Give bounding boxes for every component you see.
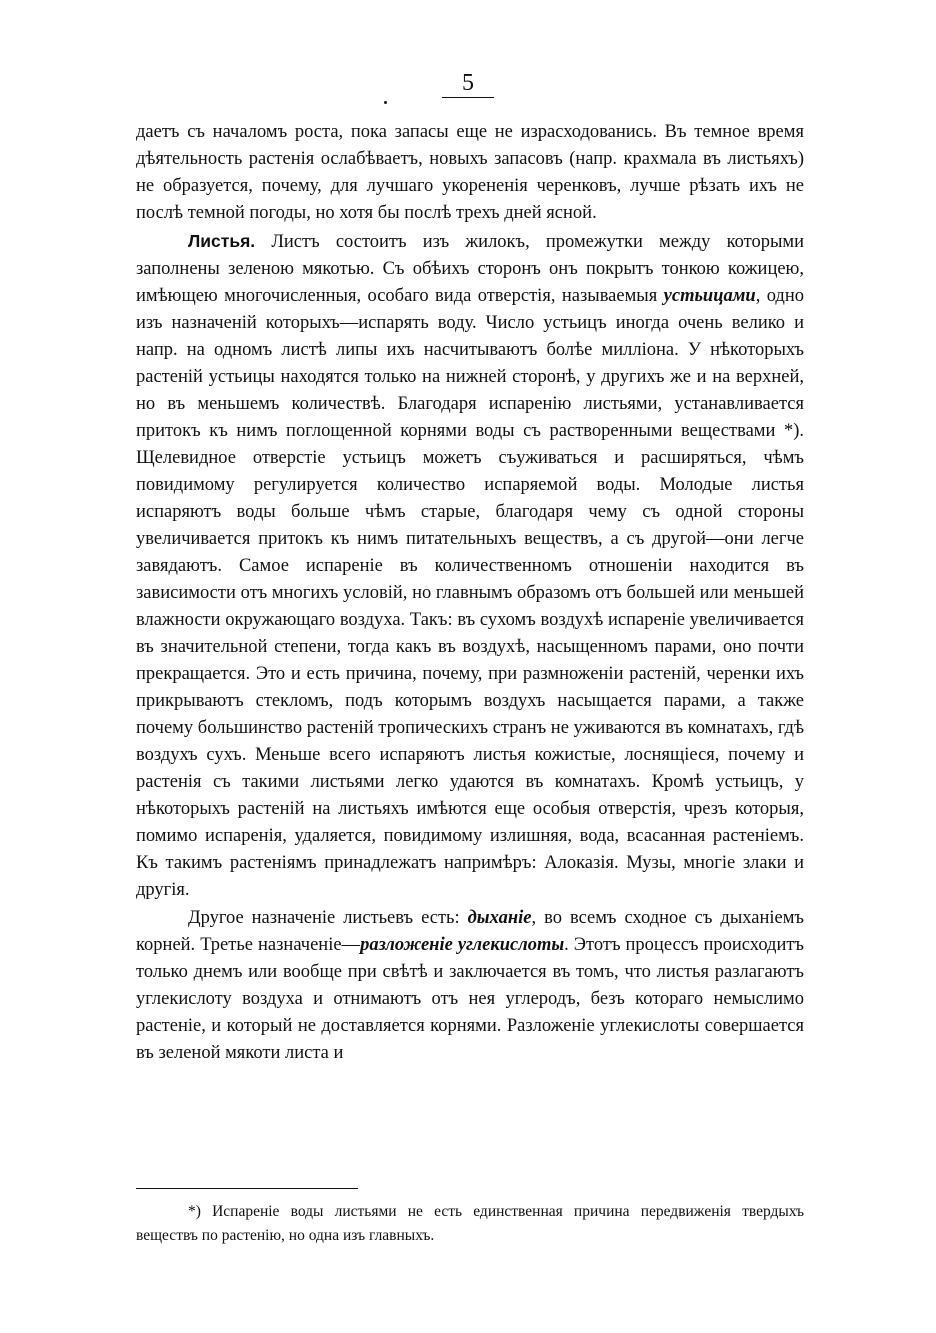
footnote: *) Испареніе воды листьями не есть единственная причина передвиженія твердыхъ веществъ по растенію, но одна изъ главныхъ. xyxy=(136,1203,804,1244)
term-co2-decomposition: разложеніе углекислоты xyxy=(360,935,565,955)
paragraph-roots-growth xyxy=(136,119,804,227)
main-text xyxy=(136,119,804,1067)
page-number-underline xyxy=(442,97,494,98)
text-run: Другое назначеніе листьевъ есть: xyxy=(188,908,468,928)
text-run: даетъ съ началомъ роста, пока запасы еще не израсходованись. Въ темное время дѣятельность растенія ослабѣваетъ, новыхъ запасовъ (напр. крахмала въ листьяхъ) не образуется, почему, для лучшаго укорененія черенковъ, лучше рѣзать ихъ не послѣ темной погоды, но хотя бы послѣ трехъ дней ясной. xyxy=(136,122,804,223)
text-run: Листъ состоитъ изъ жилокъ, промежутки между которыми заполнены зеленою мякотью. Съ обѣихъ сторонъ онъ покрытъ тонкою кожицею, имѣющею многочисленныя, особаго вида отверстія, называемыя xyxy=(136,232,804,306)
term-stomata: устьицами xyxy=(663,286,756,306)
text-run: . Этотъ процессъ происходитъ только днемъ или вообще при свѣтѣ и заключается въ томъ, что листья разлагаютъ углекислоту воздуха и отнимаютъ отъ нея углеродъ, безъ котораго немыслимо растеніе, и который не доставляется корнями. Разложеніе углекислоты совершается въ зеленой мякоти листа и xyxy=(136,935,804,1063)
term-respiration: дыханіе xyxy=(467,908,532,928)
page-number: 5 xyxy=(462,70,474,96)
paragraph-leaves xyxy=(136,228,804,904)
ink-speck xyxy=(384,101,387,104)
footnote-separator xyxy=(136,1188,358,1189)
text-run: , во всемъ сходное съ дыханіемъ корней. Третье назначеніе— xyxy=(136,908,804,955)
paragraph-leaf-functions xyxy=(136,905,804,1067)
section-heading-leaves: Листья. xyxy=(188,231,256,251)
text-run: , одно изъ назначеній которыхъ—испарять воду. Число устьицъ иногда очень велико и напр. на одномъ листѣ липы ихъ насчитываютъ болѣе милліона. У нѣкоторыхъ растеній устьицы находятся только на нижней сторонѣ, у другихъ же и на верхней, но въ меньшемъ количествѣ. Благодаря испаренію листьями, устанавливается притокъ къ нимъ поглощенной корнями воды съ растворенными веществами *). Щелевидное отверстіе устьицъ можетъ съуживаться и расширяться, чѣмъ повидимому регулируется количество испаряемой воды. Молодые листья испаряютъ воды больше чѣмъ старые, благодаря чему съ одной стороны увеличивается притокъ къ нимъ питательныхъ веществъ, а съ другой—они легче завядаютъ. Самое испареніе въ количественномъ отношеніи находится въ зависимости отъ многихъ условій, но главнымъ образомъ отъ большей или меньшей влажности окружающаго воздуха. Такъ: въ сухомъ воздухѣ испареніе увеличивается въ значительной степени, тогда какъ въ воздухѣ, насыщенномъ парами, оно почти прекращается. Это и есть причина, почему, при размноженіи растеній, черенки ихъ прикрываютъ стекломъ, подъ которымъ воздухъ насыщается парами, а также почему большинство растеній тропическихъ странъ не уживаются въ комнатахъ, гдѣ воздухъ сухъ. Меньше всего испаряютъ листья кожистые, лоснящіеся, почему и растенія съ такими листьями легко удаются въ комнатахъ. Кромѣ устьицъ, у нѣкоторыхъ растеній на листьяхъ имѣются еще особыя отверстія, чрезъ которыя, помимо испаренія, удаляется, повидимому излишняя, вода, всасанная растеніемъ. Къ такимъ растеніямъ принадлежатъ напримѣръ: Алоказія. Музы, многіе злаки и другія. xyxy=(136,286,804,900)
